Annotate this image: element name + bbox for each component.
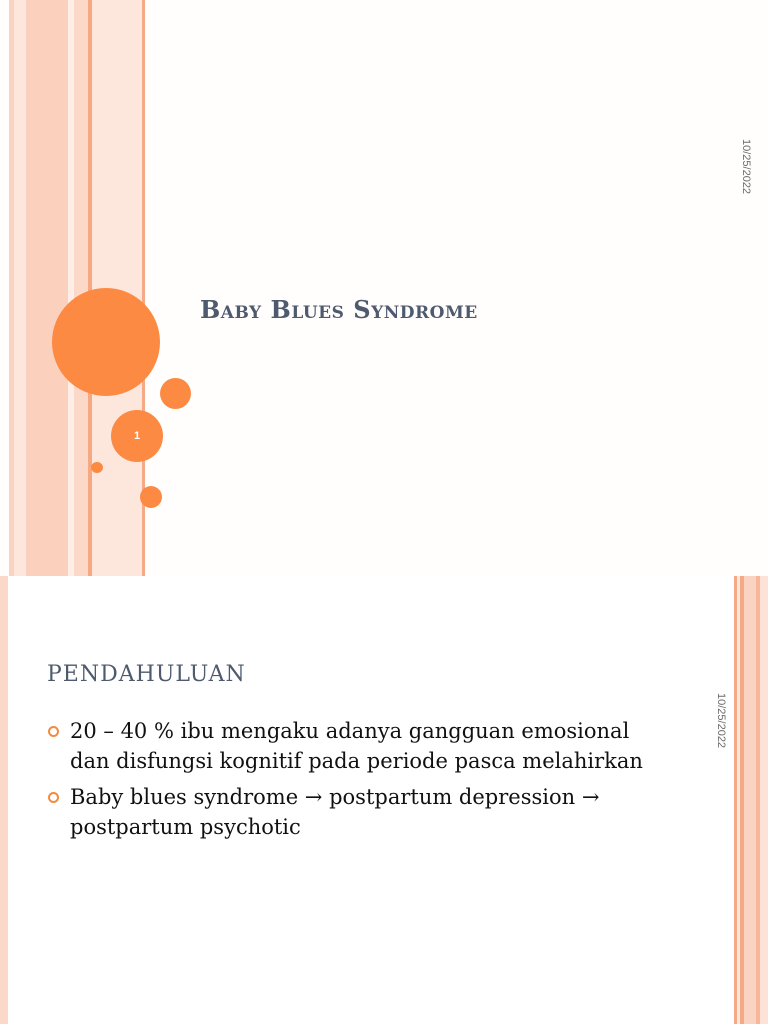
bullet-list [48, 716, 668, 848]
slide-date: 10/25/2022 [740, 139, 752, 195]
decorative-band [26, 0, 68, 576]
decorative-circle [140, 486, 162, 508]
decorative-band [14, 0, 26, 576]
decorative-circle [160, 378, 191, 409]
decorative-circle [52, 288, 160, 396]
circle-outline-icon [48, 792, 59, 803]
slide-title: Baby Blues Syndrome [200, 295, 478, 324]
slide-date: 10/25/2022 [715, 693, 727, 749]
slide-title: PENDAHULUAN [47, 662, 246, 687]
decorative-band [760, 576, 768, 1024]
slide-2 [0, 576, 768, 1024]
circle-outline-icon [48, 726, 59, 737]
decorative-circle [91, 462, 103, 473]
list-item-text: Baby blues syndrome → postpartum depression → postpartum psychotic [70, 785, 600, 839]
list-item [48, 716, 668, 776]
decorative-band [74, 0, 88, 576]
decorative-band [0, 576, 8, 1024]
list-item-text: 20 – 40 % ibu mengaku adanya gangguan emosional dan disfungsi kognitif pada periode pasca melahirkan [70, 719, 643, 773]
slide-number: 1 [111, 410, 163, 462]
list-item [48, 782, 668, 842]
decorative-band [744, 576, 756, 1024]
